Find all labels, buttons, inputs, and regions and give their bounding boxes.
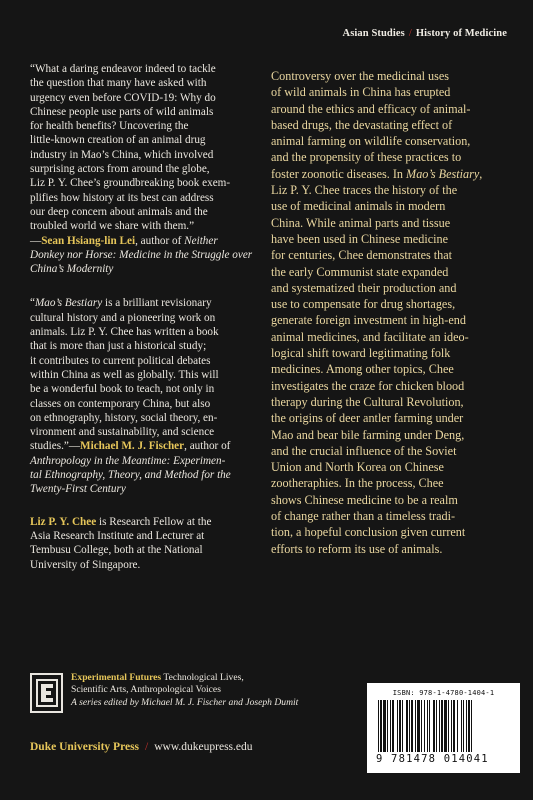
author-name: Liz P. Y. Chee xyxy=(30,515,97,528)
series-name: Experimental Futures xyxy=(71,672,162,683)
book-title-inline: Mao’s Bestiary xyxy=(34,297,103,310)
publisher-name: Duke University Press xyxy=(30,741,140,753)
series-info xyxy=(71,672,301,709)
publisher-url: www.dukeupress.edu xyxy=(154,741,253,753)
author-bio-text: is Research Fellow at the Asia Research Institute and Lecturer at Tembusu College, both at the National University of Singapore. xyxy=(30,515,212,571)
blurb-quote-text: is a brilliant revisionary cultural history and a pioneering work on animals. Liz P. Y. Chee has written a book that is more than just a historical study; it contributes to current political debates within China as well as globally. This will be a wonderful book to teach, not only in classes on contemporary China, but also on ethnography, history, social theory, en- vironment and sustainability, and science studies.” xyxy=(30,297,219,453)
blurbs-column xyxy=(30,62,260,572)
blurb-quote-text: “What a daring endeavor indeed to tackle the question that many have asked with urgency even before COVID-19: Why do Chinese people use parts of wild animals for health benefits? Uncovering the little-known creation of an animal drug industry in Mao’s China, which involved surprising actors from around the globe, Liz P. Y. Chee’s groundbreaking book exem- plifies how history at its best can address our deep concern about animals and the troubled world we share with them.” xyxy=(30,63,231,233)
open-quote-mark: “ xyxy=(30,297,35,310)
barcode-bars xyxy=(376,700,511,752)
blurb-author: Sean Hsiang-lin Lei xyxy=(41,234,136,247)
description-part-2: , Liz P. Y. Chee traces the history of the use of medicinal animals in modern China. While animal parts and tissue have been used in Chinese medicine for centuries, Chee demonstrates that the early Communist state expanded and systematized their production and use to compensate for drug shortages, generate foreign investment in high-end animal medicines, and facilitate an ideo- logical shift toward legitimating folk medicines. Among other topics, Chee investigates the craze for chicken blood therapy during the Cultural Revolution, the origins of deer antler farming under Mao and bear bile farming under Deng, and the crucial influence of the Soviet Union and North Korea on Chinese zootheraphies. In the process, Chee shows Chinese medicine to be a realm of change rather than a timeless tradi- tion, a hopeful conclusion given current efforts to reform its use of animals. xyxy=(271,166,483,556)
description-book-title: Mao’s Bestiary xyxy=(406,166,480,181)
blurb-dash: — xyxy=(68,440,81,453)
publisher-line xyxy=(30,741,253,753)
series-logo-icon xyxy=(35,678,59,708)
series-subtitle: Technological Lives, Scientific Arts, Anthropological Voices xyxy=(71,672,244,696)
series-logo xyxy=(30,673,63,713)
blurb-book-title: Anthropology in the Meantime: Experimen- tal Ethnography, Theory, and Method for the Twenty-First Century xyxy=(30,454,231,496)
blurb-dash: — xyxy=(30,234,42,247)
category-separator: / xyxy=(408,28,412,39)
blurb-quote xyxy=(30,62,260,276)
blurb-affiliation: , author of xyxy=(184,440,231,453)
blurb-quote xyxy=(30,296,260,496)
category-history-of-medicine: History of Medicine xyxy=(415,28,507,39)
blurb-book-title: Neither Donkey nor Horse: Medicine in the Struggle over China’s Modernity xyxy=(30,234,253,276)
blurb-affiliation: , author of xyxy=(135,234,185,247)
author-bio xyxy=(30,515,260,572)
subject-categories xyxy=(343,28,507,39)
category-asian-studies: Asian Studies xyxy=(342,28,405,39)
description-part-1: Controversy over the medicinal uses of wild animals in China has erupted around the ethics and efficacy of animal- based drugs, the devastating effect of animal farming on wildlife conservation, and the propensity of these practices to foster zoonotic diseases. In xyxy=(271,69,471,181)
barcode-digits: 9 781478 014041 xyxy=(376,753,489,765)
blurb-author: Michael M. J. Fischer xyxy=(80,440,185,453)
publisher-separator: / xyxy=(145,741,149,753)
barcode xyxy=(367,683,520,773)
series-editors: A series edited by Michael M. J. Fischer and Joseph Dumit xyxy=(71,696,299,708)
book-description xyxy=(271,68,516,557)
isbn-label: ISBN: 978-1-4780-1404-1 xyxy=(392,689,495,697)
